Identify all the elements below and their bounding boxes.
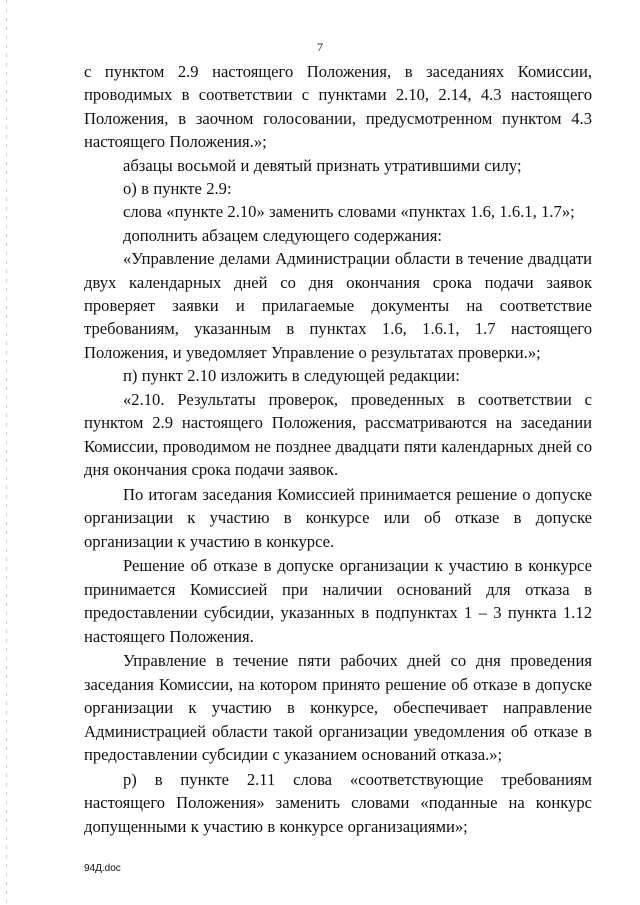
paragraph-item-o: о) в пункте 2.9: (123, 179, 232, 199)
paragraph-item-r: р) в пункте 2.11 слова «соответствующие требованиям настоящего Положения» заменить словами «поданные на конкурс допущенными к участию в конкурсе организациями»; (84, 769, 592, 836)
paragraph-refusal: Решение об отказе в допуске организации к участию в конкурсе принимается Комиссией при наличии оснований для отказа в предоставлении субсидии, указанных в подпунктах 1 – 3 пункта 1.12 настоящего Положения. (84, 556, 592, 646)
paragraph-2-10: «2.10. Результаты проверок, проведенных в соответствии с пунктом 2.9 настоящего Положения, рассматриваются на заседании Комиссии, проводимом не позднее двадцати пяти календарных дней со дня окончания срока подачи заявок. (84, 389, 592, 479)
paragraph-quote-upravlenie: «Управление делами Администрации области в течение двадцати двух календарных дней со дня окончания срока подачи заявок проверяет заявки и прилагаемые документы на соответствие требованиям, указанным в пунктах 1.6, 1.6.1, 1.7 настоящего Положения, и уведомляет Управление о результатах проверки.»; (84, 249, 592, 362)
paragraph-item-p: п) пункт 2.10 изложить в следующей редакции: (123, 366, 460, 386)
paragraph-words-replace: слова «пункте 2.10» заменить словами «пунктах 1.6, 1.6.1, 1.7»; (123, 202, 575, 222)
paragraph-notification: Управление в течение пяти рабочих дней со дня проведения заседания Комиссии, на котором принято решение об отказе в допуске организации к участию в конкурсе, обеспечивает направление Администрацией области такой организации уведомления об отказе в предоставлении субсидии с указанием оснований отказа.»; (84, 651, 592, 764)
page-number: 7 (317, 40, 323, 54)
paragraph-decision: По итогам заседания Комиссией принимается решение о допуске организации к участию в конкурсе или об отказе в допуске организации к участию в конкурсе. (84, 484, 592, 551)
paragraph-add-abzats: дополнить абзацем следующего содержания: (123, 225, 442, 245)
document-body (84, 60, 592, 838)
footer-file-name: 94Д.doc (84, 863, 121, 874)
scan-edge-mark (6, 0, 7, 905)
paragraph-continuation: с пунктом 2.9 настоящего Положения, в заседаниях Комиссии, проводимых в соответствии с пунктами 2.10, 2.14, 4.3 настоящего Положения, в заочном голосовании, предусмотренном пунктом 4.3 настоящего Положения.»; (84, 62, 592, 152)
paragraph-abzatsy-invalid: абзацы восьмой и девятый признать утратившими силу; (123, 155, 522, 175)
